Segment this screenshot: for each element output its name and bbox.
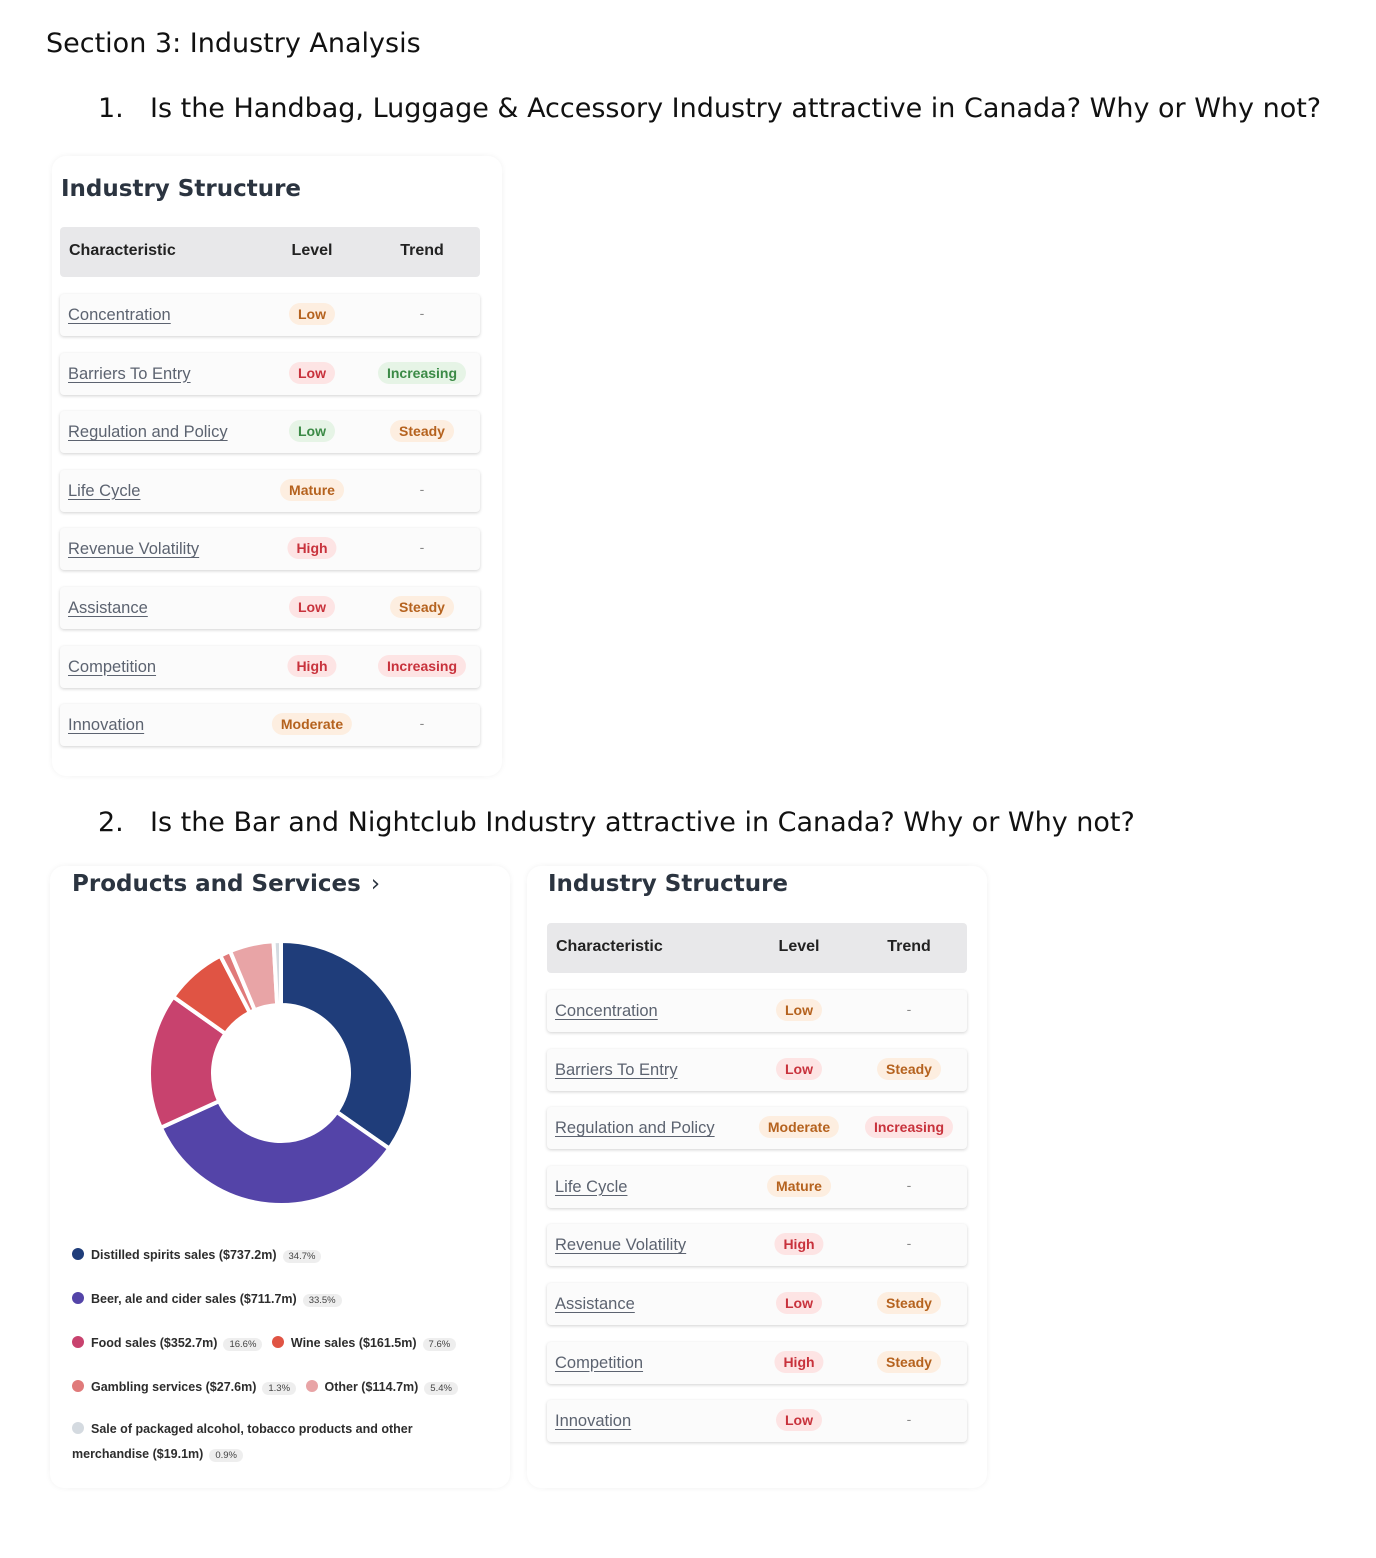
header-characteristic: Characteristic (556, 938, 663, 955)
legend-row (72, 1422, 413, 1436)
industry-structure-title-1: Industry Structure (61, 176, 302, 202)
table-row (547, 1107, 967, 1149)
legend-row (72, 1248, 327, 1263)
table-row (547, 1342, 967, 1384)
characteristic-link[interactable]: Barriers To Entry (555, 1060, 678, 1079)
level-badge: Low (776, 1292, 822, 1314)
table-row (60, 528, 480, 570)
trend-empty: - (906, 1411, 912, 1428)
table-row (547, 1400, 967, 1442)
legend-dot (72, 1422, 84, 1434)
characteristic-link[interactable]: Regulation and Policy (555, 1119, 715, 1138)
legend-dot (72, 1380, 84, 1392)
question-number: 2. (98, 807, 124, 838)
legend-percent: 5.4% (424, 1382, 458, 1395)
table-row (547, 1166, 967, 1208)
donut-chart (141, 933, 421, 1213)
table-row (547, 1224, 967, 1266)
characteristic-link[interactable]: Revenue Volatility (68, 540, 200, 559)
table-header (60, 227, 480, 277)
chevron-right-icon[interactable]: › (370, 871, 381, 897)
characteristic-link[interactable]: Innovation (68, 716, 145, 735)
legend-row (72, 1292, 348, 1307)
trend-empty: - (906, 1176, 912, 1193)
legend-percent: 0.9% (209, 1449, 243, 1462)
legend-item (72, 1380, 296, 1395)
legend-dot (272, 1336, 284, 1348)
legend-dot (72, 1248, 84, 1260)
donut-slice[interactable] (274, 941, 281, 1005)
legend-label: merchandise ($19.1m) (72, 1447, 204, 1461)
trend-badge: Increasing (378, 655, 466, 677)
characteristic-link[interactable]: Assistance (68, 599, 148, 617)
table-row (60, 646, 480, 688)
table-row (547, 1049, 967, 1091)
header-characteristic: Characteristic (69, 242, 176, 259)
trend-empty: - (419, 539, 425, 556)
industry-structure-table-1 (60, 227, 480, 735)
level-badge: Mature (280, 479, 344, 501)
table-row (60, 470, 480, 512)
table-row (60, 587, 480, 629)
legend-label: Wine sales ($161.5m) (290, 1336, 417, 1350)
table-row (60, 353, 480, 395)
level-badge: Moderate (272, 713, 352, 735)
level-badge: Moderate (759, 1116, 839, 1138)
legend-item (306, 1380, 458, 1395)
characteristic-link[interactable]: Regulation and Policy (68, 423, 228, 442)
legend-dot (306, 1380, 318, 1392)
trend-badge: Increasing (865, 1116, 953, 1138)
characteristic-link[interactable]: Competition (555, 1353, 644, 1372)
trend-empty: - (906, 1235, 912, 1252)
trend-badge: Increasing (378, 362, 466, 384)
header-trend: Trend (887, 938, 931, 955)
level-badge: High (774, 1233, 823, 1255)
header-level: Level (778, 938, 820, 955)
legend-label: Other ($114.7m) (324, 1380, 419, 1394)
level-badge: Low (289, 362, 335, 384)
level-badge: Low (289, 420, 335, 442)
level-badge: High (287, 537, 336, 559)
legend-item (72, 1292, 342, 1307)
legend-percent: 34.7% (283, 1250, 322, 1263)
legend-percent: 1.3% (262, 1382, 296, 1395)
level-badge: Low (776, 999, 822, 1021)
table-header (547, 923, 967, 973)
trend-badge: Steady (877, 1058, 941, 1080)
industry-structure-title-2: Industry Structure (548, 871, 789, 897)
industry-structure-table-2 (547, 923, 967, 1431)
trend-badge: Steady (390, 596, 454, 618)
trend-empty: - (419, 715, 425, 732)
level-badge: High (287, 655, 336, 677)
characteristic-link[interactable]: Revenue Volatility (555, 1236, 687, 1255)
characteristic-link[interactable]: Competition (68, 657, 157, 676)
legend-row (72, 1447, 243, 1462)
question-text: Is the Bar and Nightclub Industry attractive in Canada? Why or Why not? (150, 807, 1135, 838)
trend-empty: - (419, 305, 425, 321)
level-badge: Low (776, 1409, 822, 1431)
trend-empty: - (419, 480, 425, 497)
level-badge: Low (776, 1058, 822, 1080)
characteristic-link[interactable]: Innovation (555, 1412, 632, 1431)
legend-dot (72, 1336, 84, 1348)
characteristic-link[interactable]: Life Cycle (555, 1177, 628, 1196)
level-badge: Mature (767, 1175, 831, 1197)
legend-label: Beer, ale and cider sales ($711.7m) (91, 1292, 297, 1306)
table-row (60, 294, 480, 336)
products-services-title[interactable] (72, 871, 380, 897)
legend-item (272, 1336, 456, 1351)
table-row (547, 990, 967, 1032)
legend-label: Distilled spirits sales ($737.2m) (91, 1248, 277, 1262)
question-text: Is the Handbag, Luggage & Accessory Industry attractive in Canada? Why or Why not? (150, 93, 1322, 124)
level-badge: Low (289, 596, 335, 618)
legend-percent: 33.5% (303, 1294, 342, 1307)
table-row (60, 704, 480, 746)
table-row (547, 1283, 967, 1325)
level-badge: Low (289, 303, 335, 325)
legend-percent: 16.6% (223, 1338, 262, 1351)
header-trend: Trend (400, 242, 444, 259)
characteristic-link[interactable]: Barriers To Entry (68, 364, 191, 383)
trend-empty: - (906, 1001, 912, 1017)
table-row (60, 411, 480, 453)
legend-percent: 7.6% (423, 1338, 457, 1351)
characteristic-link[interactable]: Life Cycle (68, 481, 141, 500)
legend-label: Sale of packaged alcohol, tobacco products and other (91, 1422, 413, 1436)
trend-badge: Steady (877, 1292, 941, 1314)
legend-item (72, 1248, 321, 1263)
section-heading: Section 3: Industry Analysis (46, 28, 421, 59)
legend-label: Gambling services ($27.6m) (91, 1380, 257, 1394)
characteristic-link[interactable]: Concentration (555, 1002, 658, 1020)
characteristic-link[interactable]: Concentration (68, 306, 171, 324)
legend-row (72, 1336, 462, 1351)
characteristic-link[interactable]: Assistance (555, 1295, 635, 1313)
trend-badge: Steady (390, 420, 454, 442)
trend-badge: Steady (877, 1351, 941, 1373)
header-level: Level (291, 242, 333, 259)
legend-item (72, 1336, 262, 1351)
products-services-label: Products and Services (72, 871, 361, 897)
legend-dot (72, 1292, 84, 1304)
legend-label: Food sales ($352.7m) (91, 1336, 218, 1350)
question-number: 1. (98, 93, 124, 124)
legend-row (72, 1380, 464, 1395)
level-badge: High (774, 1351, 823, 1373)
